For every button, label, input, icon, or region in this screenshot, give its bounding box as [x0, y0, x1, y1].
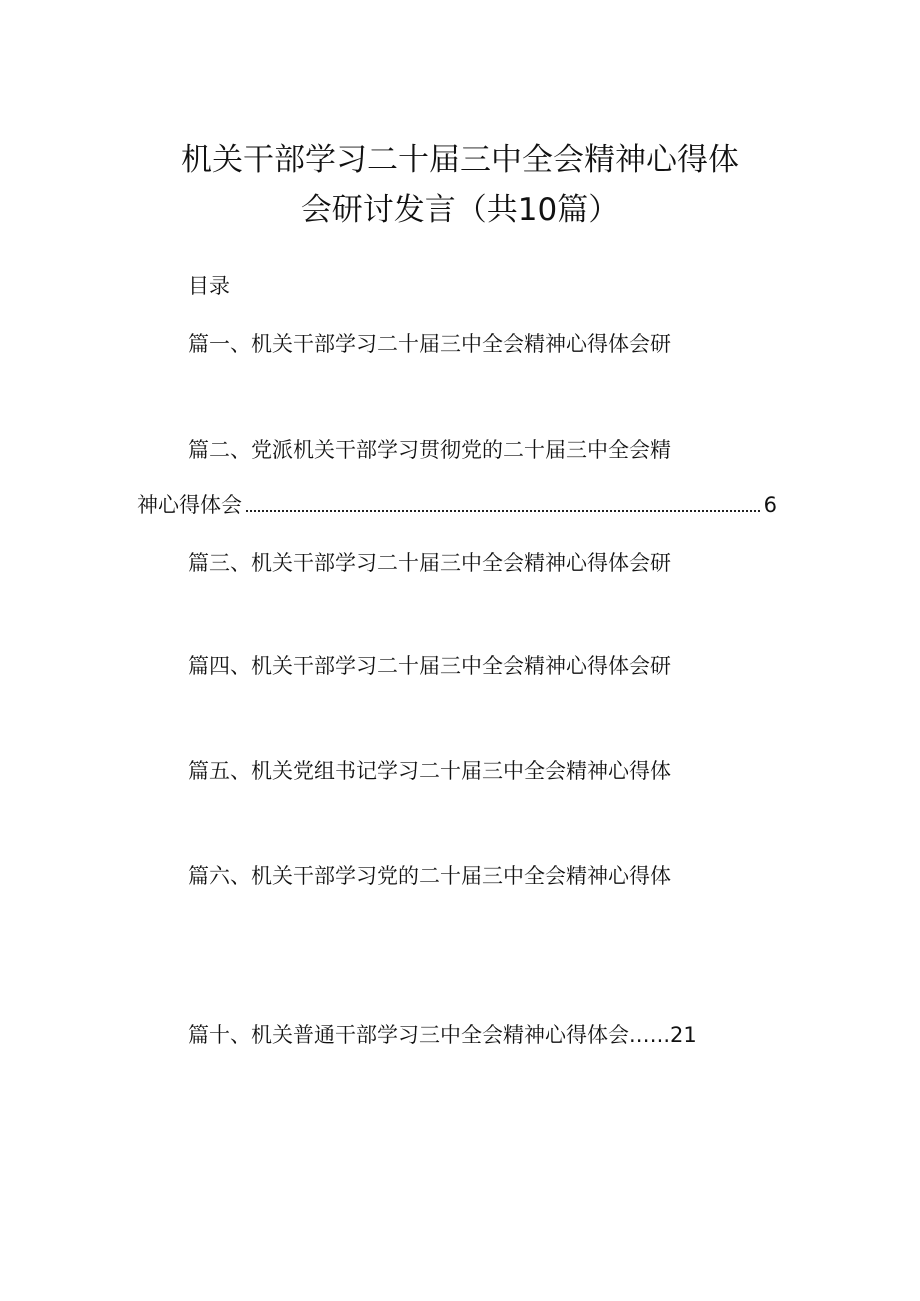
toc-entry-10[interactable]: 篇十、机关普通干部学习三中全会精神心得体会.…..21 — [188, 1023, 697, 1047]
document-title-line-1: 机关干部学习二十届三中全会精神心得体 — [181, 142, 739, 178]
toc-entry-5[interactable]: 篇五、机关党组书记学习二十届三中全会精神心得体 — [188, 759, 671, 783]
toc-entry-3[interactable]: 篇三、机关干部学习二十届三中全会精神心得体会研 — [188, 551, 671, 575]
toc-heading: 目录 — [188, 274, 230, 298]
toc-entry-2-line-1[interactable]: 篇二、党派机关干部学习贯彻党的二十届三中全会精 — [188, 438, 671, 462]
document-title-line-2: 会研讨发言（共10篇） — [300, 192, 620, 228]
toc-entry-2-page-number: 6 — [763, 493, 777, 517]
toc-dot-leader — [246, 488, 760, 512]
toc-entry-1[interactable]: 篇一、机关干部学习二十届三中全会精神心得体会研 — [188, 332, 671, 356]
toc-entry-2-line-2-text: 神心得体会 — [137, 493, 242, 517]
toc-entry-6[interactable]: 篇六、机关干部学习党的二十届三中全会精神心得体 — [188, 864, 671, 888]
toc-entry-2-line-2[interactable] — [137, 488, 777, 521]
toc-entry-4[interactable]: 篇四、机关干部学习二十届三中全会精神心得体会研 — [188, 654, 671, 678]
